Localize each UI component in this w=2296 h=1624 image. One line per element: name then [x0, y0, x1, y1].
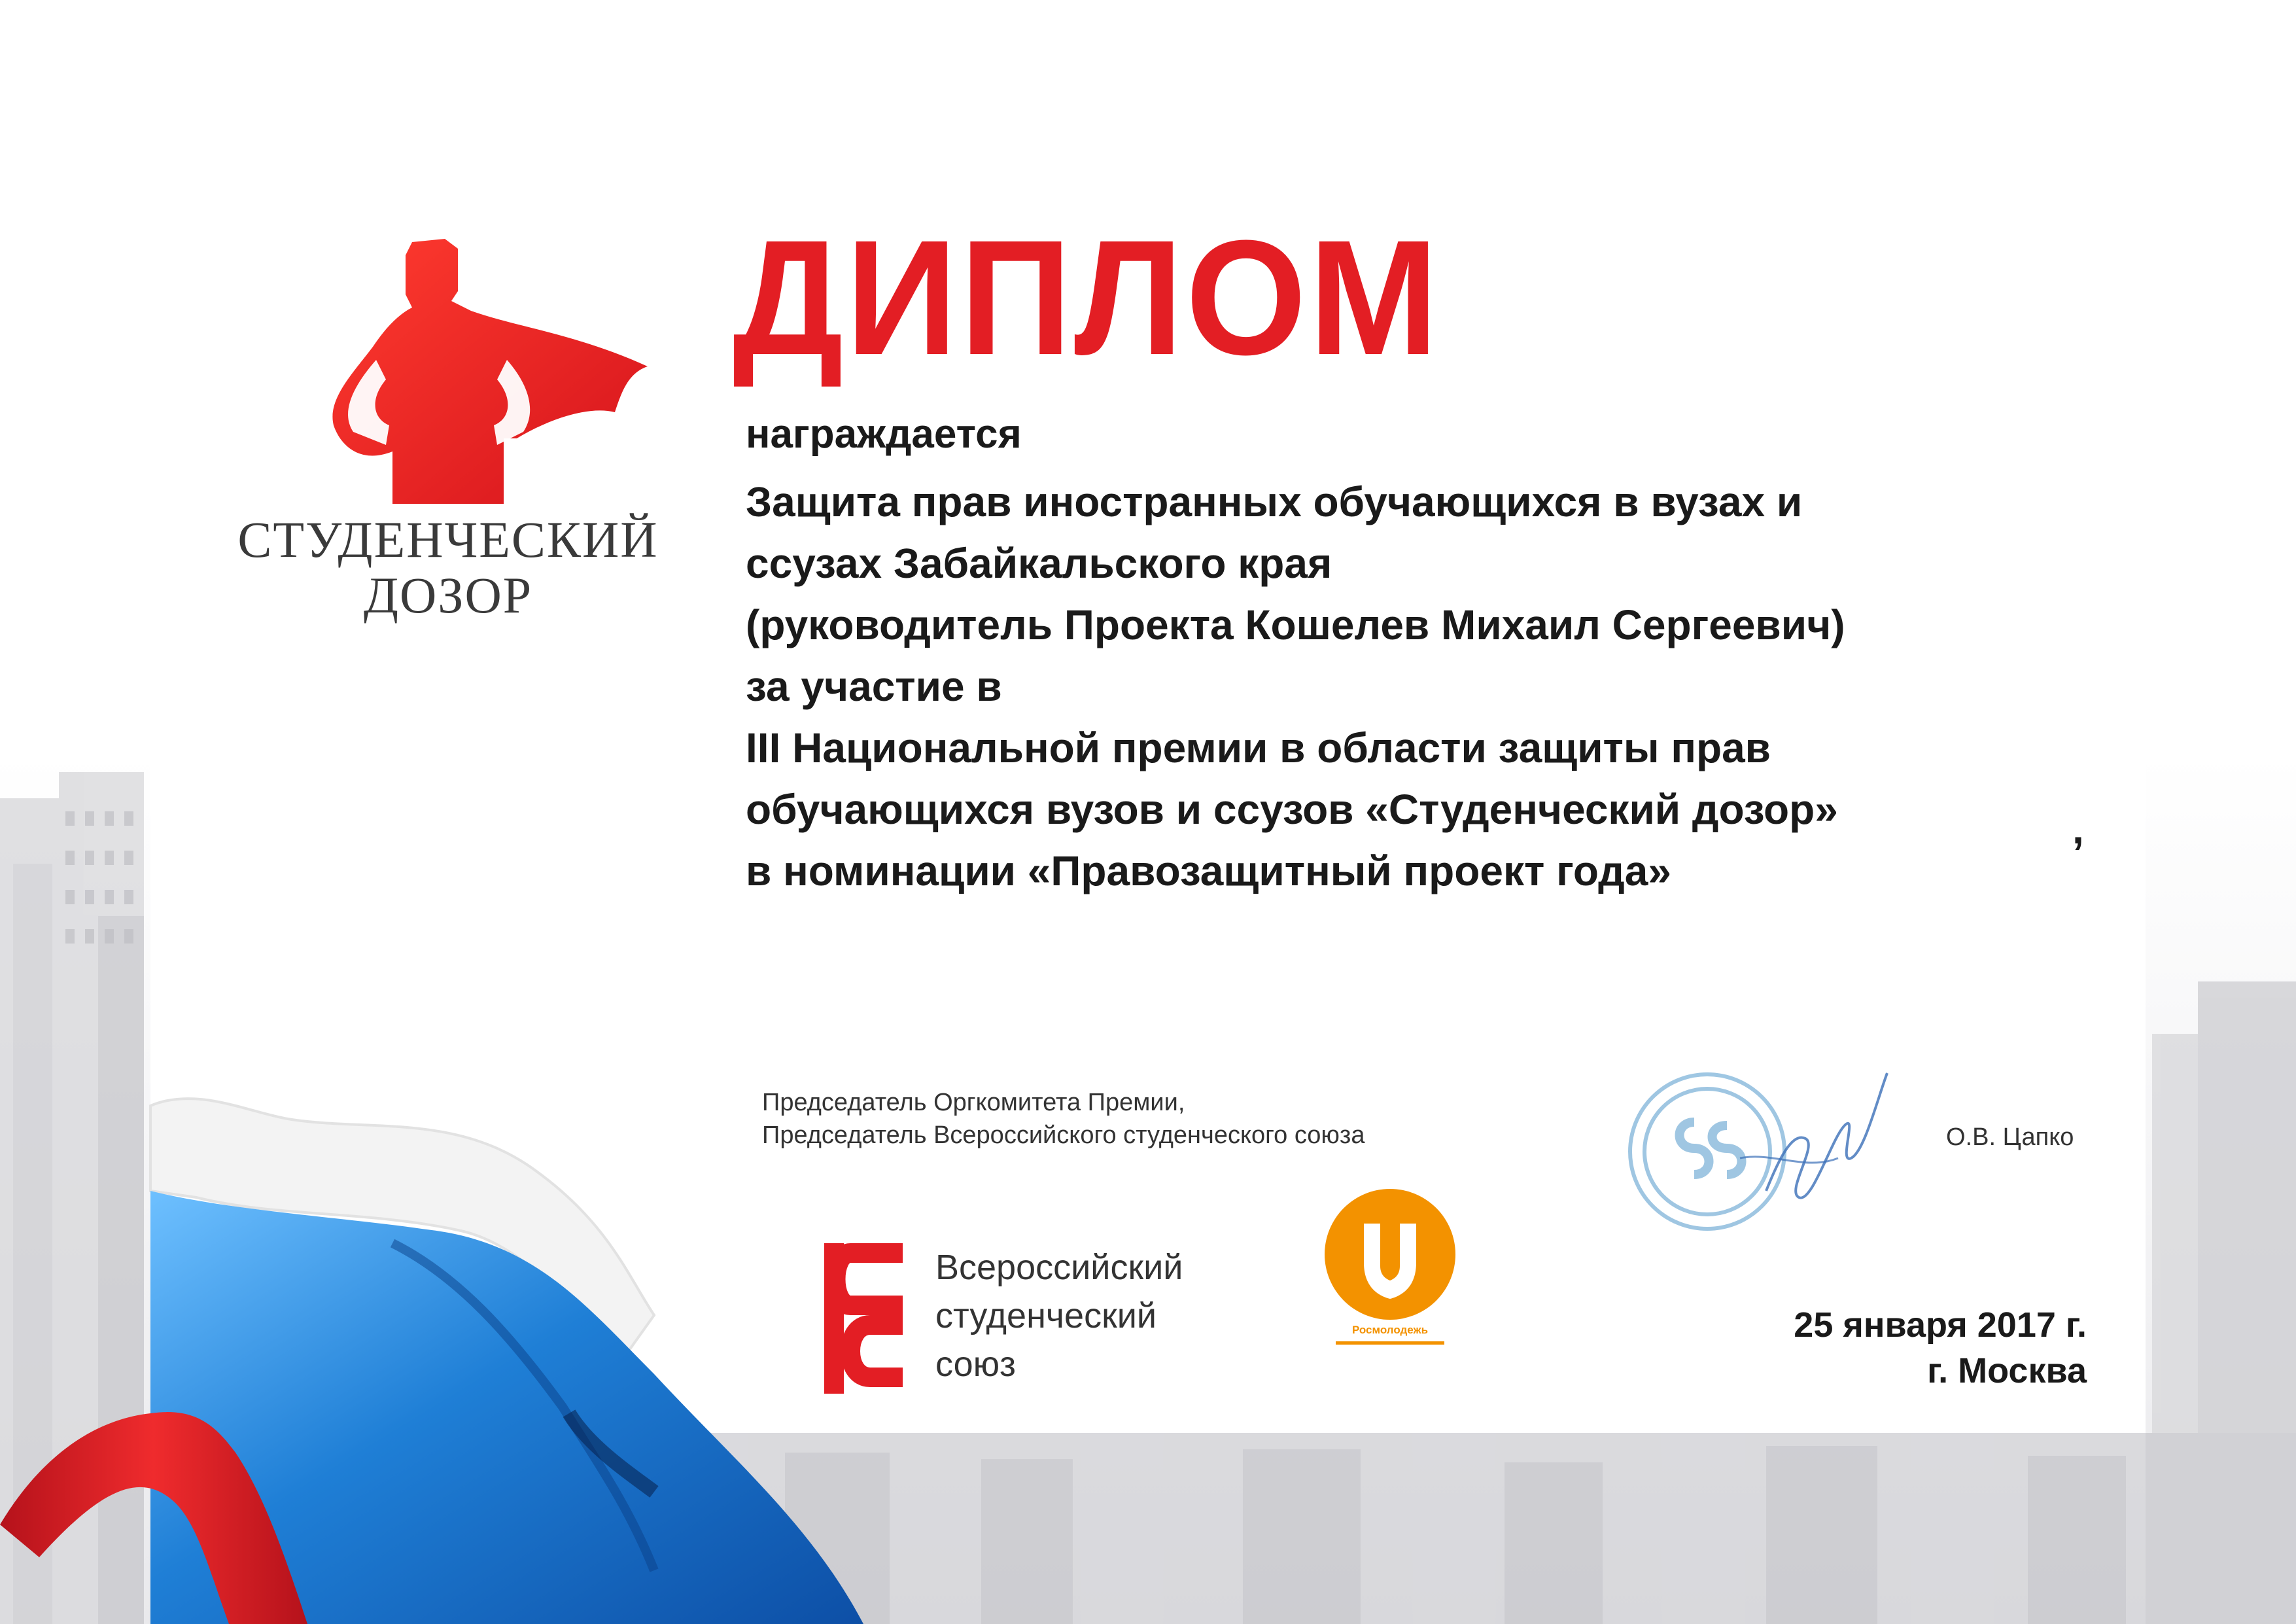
chairman-role	[762, 1086, 1365, 1152]
rosmolodezh-label: Росмолодежь	[1351, 1324, 1429, 1336]
chairman-role-line2: Председатель Всероссийского студенческого союза	[762, 1121, 1365, 1149]
award-text	[746, 471, 1845, 902]
awarded-label: награждается	[746, 412, 1022, 457]
issue-date: 25 января 2017 г.	[1794, 1305, 2087, 1345]
chairman-role-line1: Председатель Оргкомитета Премии,	[762, 1089, 1185, 1116]
award-line: за участие в	[746, 663, 1002, 710]
award-line: III Национальной премии в области защиты прав	[746, 724, 1771, 771]
rosmolodezh-underline	[1336, 1341, 1444, 1345]
award-line: (руководитель Проекта Кошелев Михаил Сергеевич)	[746, 601, 1845, 648]
vss-logo-icon	[824, 1240, 922, 1397]
date-place	[1794, 1302, 2087, 1394]
issue-city: г. Москва	[1927, 1351, 2087, 1390]
studencheskiy-dozor-logo	[209, 229, 687, 635]
award-line: обучающихся вузов и ссузов «Студенческий дозор»	[746, 786, 1838, 833]
award-line: Защита прав иностранных обучающихся в вузах и	[746, 478, 1803, 525]
vss-name-line2: студенческий	[935, 1296, 1157, 1335]
vss-name-line1: Всероссийский	[935, 1248, 1183, 1287]
rosmolodezh-logo	[1321, 1188, 1459, 1336]
diploma-title: ДИПЛОМ	[733, 206, 1441, 389]
signer-name: О.В. Цапко	[1946, 1123, 2074, 1151]
award-line: ссузах Забайкальского края	[746, 540, 1332, 587]
superhero-with-cape-icon	[209, 229, 687, 504]
vss-name-line3: союз	[935, 1345, 1016, 1384]
logo-text-line2: ДОЗОР	[363, 567, 533, 624]
vss-name	[935, 1243, 1183, 1388]
trailing-comma: ,	[2072, 805, 2084, 853]
award-line: в номинации «Правозащитный проект года»	[746, 847, 1671, 894]
official-stamp-and-signature	[1622, 1060, 1897, 1243]
logo-text-line1: СТУДЕНЧЕСКИЙ	[237, 511, 659, 568]
rosmolodezh-emblem-icon	[1321, 1188, 1459, 1322]
